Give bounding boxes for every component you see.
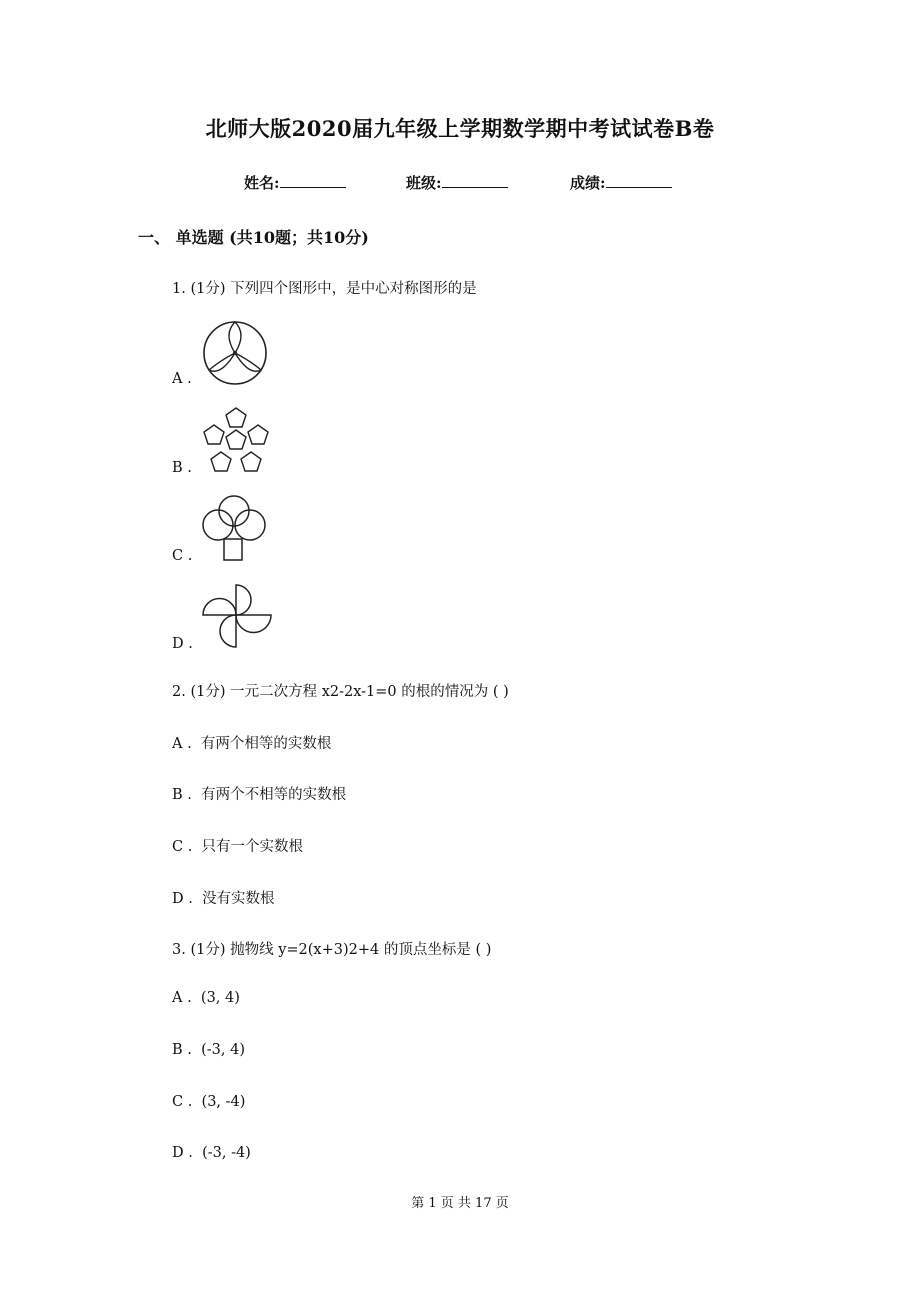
- question-3-option-b: [172, 1042, 245, 1058]
- page-number: 第 1 页 共 17 页: [411, 1196, 509, 1211]
- question-2-option-a: [172, 732, 331, 753]
- question-2-option-b: [172, 783, 346, 804]
- pinwheel-figure: [200, 582, 274, 652]
- question-2-stem: 2. (1分) 一元二次方程 x2-2x-1=0 的根的情况为 ( ): [172, 684, 509, 700]
- option-label: B .: [172, 1042, 192, 1058]
- score-field: [570, 172, 672, 193]
- option-text: 有两个相等的实数根: [200, 736, 332, 752]
- option-text: 没有实数根: [202, 891, 275, 907]
- question-2-option-c: [172, 835, 303, 856]
- name-blank: [280, 173, 346, 188]
- option-text: (3, -4): [201, 1094, 246, 1110]
- option-text: (-3, -4): [202, 1145, 251, 1161]
- question-3-option-a: [172, 990, 240, 1006]
- option-label: D .: [172, 891, 193, 907]
- option-label: C .: [172, 839, 193, 855]
- name-field: [244, 172, 346, 193]
- option-label: B .: [172, 787, 192, 803]
- question-1-option-d-label: D .: [172, 636, 193, 652]
- question-1-option-b-label: B .: [172, 460, 192, 476]
- section-title: 一、 单选题 (共10题；共10分): [138, 228, 369, 247]
- question-1-option-a-label: A .: [172, 371, 192, 387]
- score-blank: [606, 173, 672, 188]
- five-pentagons-figure: [199, 406, 273, 476]
- question-2-option-d: [172, 887, 275, 908]
- option-text: (3, 4): [200, 990, 240, 1006]
- page-title: 北师大版2020届九年级上学期数学期中考试试卷B卷: [205, 116, 715, 141]
- question-1-option-c-label: C .: [172, 548, 193, 564]
- question-3-option-d: [172, 1145, 251, 1161]
- class-label: 班级:: [406, 174, 442, 192]
- option-label: D .: [172, 1145, 193, 1161]
- option-label: A .: [172, 736, 192, 752]
- three-circles-square-figure: [199, 494, 269, 564]
- option-text: (-3, 4): [201, 1042, 245, 1058]
- class-field: [406, 172, 508, 193]
- question-3-option-c: [172, 1094, 245, 1110]
- circle-three-arcs-figure: [201, 320, 269, 386]
- option-label: C .: [172, 1094, 193, 1110]
- name-label: 姓名:: [244, 174, 280, 192]
- score-label: 成绩:: [570, 174, 606, 192]
- option-label: A .: [172, 990, 192, 1006]
- class-blank: [442, 173, 508, 188]
- option-text: 有两个不相等的实数根: [201, 787, 347, 803]
- option-text: 只有一个实数根: [201, 839, 304, 855]
- question-1-stem: 1. (1分) 下列四个图形中，是中心对称图形的是: [172, 281, 477, 297]
- question-3-stem: 3. (1分) 抛物线 y=2(x+3)2+4 的顶点坐标是 ( ): [172, 942, 492, 958]
